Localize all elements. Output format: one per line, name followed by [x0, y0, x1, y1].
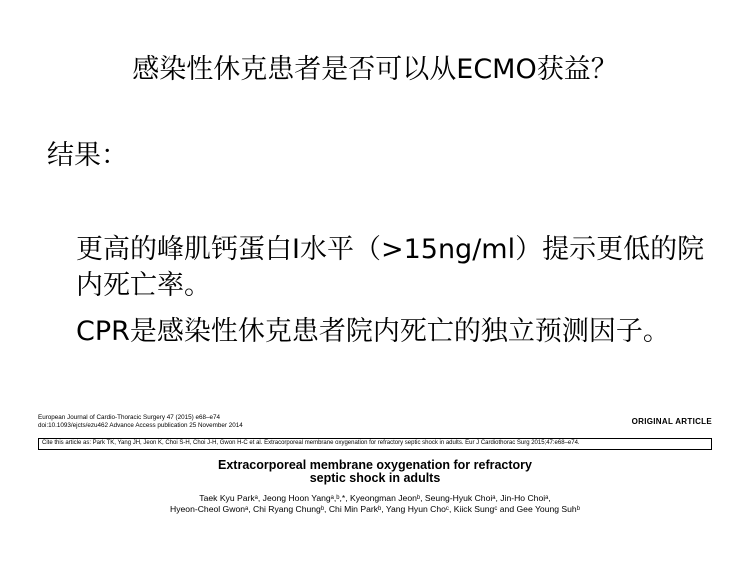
journal-line: European Journal of Cardio-Thoracic Surgery 47 (2015) e68–e74	[38, 414, 221, 421]
author-list	[38, 493, 712, 515]
cite-box: Cite this article as: Park TK, Yang JH, Jeon K, Choi S-H, Choi J-H, Gwon H-C et al. Extracorporeal membrane oxygenation for refractory septic shock in adults. Eur J Cardiothorac Surg 2015;47:e68–e74.	[38, 438, 712, 450]
result-item-cpr: CPR是感染性休克患者院内死亡的独立预测因子。	[76, 316, 670, 347]
doi-line: doi:10.1093/ejcts/ezu462 Advance Access publication 25 November 2014	[38, 422, 243, 429]
paper-title-line-1: Extracorporeal membrane oxygenation for refractory	[218, 457, 532, 472]
results-list	[76, 232, 716, 360]
article-excerpt	[38, 414, 712, 515]
paper-title	[38, 459, 712, 485]
authors-line-1: Taek Kyu Parkᵃ, Jeong Hoon Yangᵃ,ᵇ,*, Kyeongman Jeonᵇ, Seung-Hyuk Choiᵃ, Jin-Ho Choiᵃ,	[199, 492, 551, 503]
article-type-label: ORIGINAL ARTICLE	[631, 417, 712, 426]
slide-title: 感染性休克患者是否可以从ECMO获益？	[132, 54, 618, 85]
article-header	[38, 414, 712, 436]
authors-line-2: Hyeon-Cheol Gwonᵃ, Chi Ryang Chungᵇ, Chi Min Parkᵇ, Yang Hyun Choᶜ, Kiick Sungᶜ and Gee Young Suhᵇ	[170, 503, 580, 514]
results-heading: 结果：	[47, 140, 128, 171]
paper-title-line-2: septic shock in adults	[309, 470, 441, 485]
result-item-troponin: 更高的峰肌钙蛋白I水平（>15ng/ml）提示更低的院内死亡率。	[76, 234, 705, 301]
